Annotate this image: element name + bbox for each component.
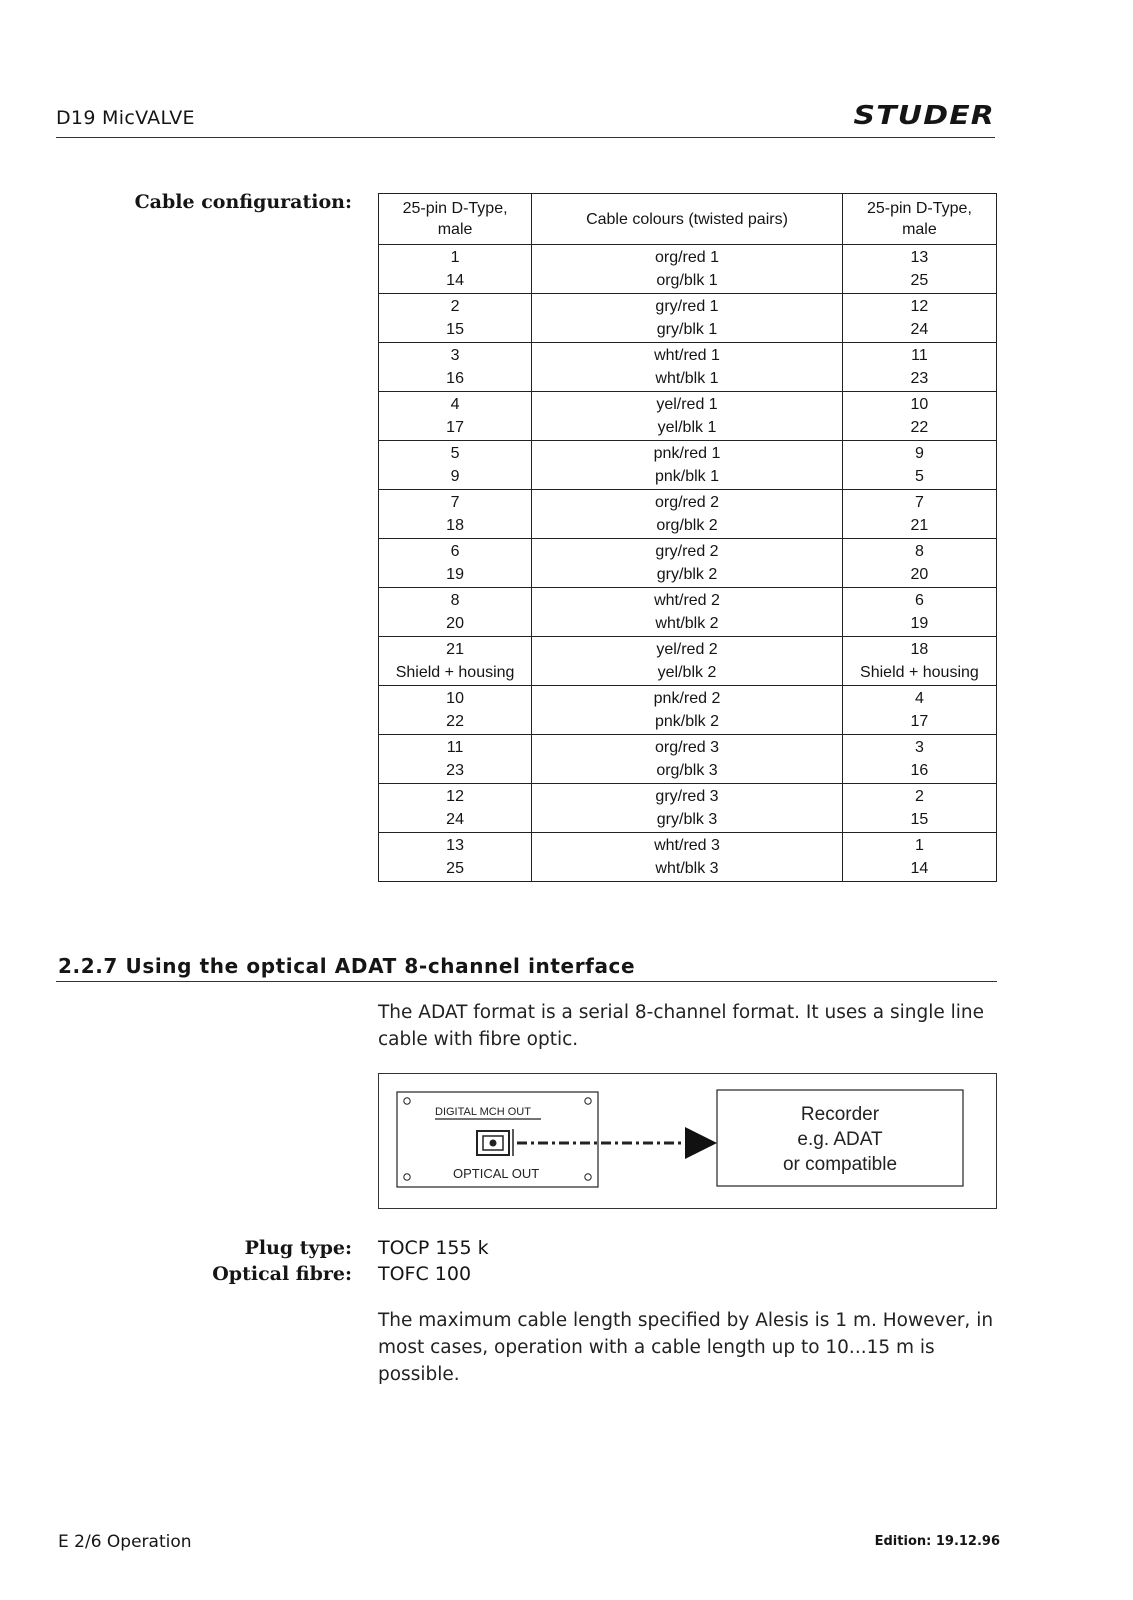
cell-line: 25: [446, 860, 464, 877]
cell-line: org/red 3: [654, 739, 720, 756]
column-header-cable-colours: [532, 194, 843, 245]
cable-length-note: The maximum cable length specified by Alesis is 1 m. However, in most cases, operation with a cable length up to 10...15 m is possible.: [378, 1310, 994, 1385]
intro-paragraph: The ADAT format is a serial 8-channel format. It uses a single line cable with fibre optic.: [378, 1002, 984, 1050]
table-row: [379, 686, 997, 735]
cell-line: org/red 2: [654, 494, 720, 511]
column-header-right-connector: [842, 194, 996, 245]
header-divider: [56, 137, 995, 138]
cell-line: 23: [910, 370, 929, 387]
cell-line: 12: [910, 298, 929, 315]
screw-icon: [585, 1174, 591, 1180]
right-pin-cell: [842, 735, 996, 784]
table-row: [379, 392, 997, 441]
optical-connection-diagram: [378, 1073, 997, 1209]
right-pin-cell: [842, 343, 996, 392]
panel-top-label: DIGITAL MCH OUT: [435, 1106, 531, 1118]
cable-colour-cell: [532, 392, 843, 441]
cell-line: 19: [910, 615, 929, 632]
cell-line: 21: [446, 641, 464, 658]
table-row: [379, 539, 997, 588]
cell-line: 11: [911, 347, 928, 364]
cell-line: 20: [446, 615, 464, 632]
cell-line: 21: [910, 517, 929, 534]
cell-line: gry/blk 3: [656, 811, 718, 828]
cell-line: 18: [446, 517, 464, 534]
left-pin-cell: [379, 441, 532, 490]
table-row: [379, 637, 997, 686]
cable-colour-cell: [532, 833, 843, 882]
header-line: male: [437, 221, 473, 238]
cell-line: 9: [450, 468, 460, 485]
header-line: 25-pin D-Type,: [402, 200, 508, 217]
cell-line: yel/red 1: [656, 396, 718, 413]
cell-line: 13: [910, 249, 929, 266]
cell-line: org/blk 3: [656, 762, 718, 779]
cell-line: 10: [910, 396, 929, 413]
cell-line: 10: [446, 690, 464, 707]
cell-line: 4: [914, 690, 924, 707]
screw-icon: [404, 1098, 410, 1104]
header-text: [843, 198, 996, 240]
left-pin-cell: [379, 588, 532, 637]
cell-line: wht/red 1: [654, 347, 720, 364]
cable-colour-cell: [532, 637, 843, 686]
cell-line: 3: [914, 739, 924, 756]
cell-line: 2: [914, 788, 924, 805]
cable-colour-cell: [532, 539, 843, 588]
cell-line: 5: [450, 445, 460, 462]
cable-configuration-label: Cable configuration:: [134, 191, 352, 213]
cell-line: 24: [910, 321, 929, 338]
table-row: [379, 784, 997, 833]
cell-line: 6: [914, 592, 924, 609]
cell-line: 6: [450, 543, 460, 560]
plug-type-label: Plug type:: [244, 1237, 352, 1259]
cell-line: 12: [446, 788, 464, 805]
cell-line: 23: [446, 762, 464, 779]
cell-line: pnk/blk 2: [654, 713, 720, 730]
cell-line: yel/blk 2: [657, 664, 717, 681]
panel-bottom-label: OPTICAL OUT: [453, 1166, 540, 1181]
left-pin-cell: [379, 539, 532, 588]
cell-line: 9: [914, 445, 924, 462]
left-pin-cell: [379, 294, 532, 343]
cell-line: 7: [914, 494, 924, 511]
left-pin-cell: [379, 784, 532, 833]
left-pin-cell: [379, 833, 532, 882]
left-pin-cell: [379, 735, 532, 784]
cell-line: 1: [914, 837, 924, 854]
cell-line: Shield + housing: [860, 664, 979, 681]
cell-line: 16: [446, 370, 464, 387]
header-line: male: [902, 221, 937, 238]
cell-line: 7: [450, 494, 460, 511]
table-row: [379, 441, 997, 490]
cell-line: wht/red 3: [654, 837, 720, 854]
section-divider: [56, 981, 997, 982]
cell-line: 13: [446, 837, 464, 854]
table-row: [379, 294, 997, 343]
plug-type-value: TOCP 155 k: [378, 1237, 489, 1259]
cable-colour-cell: [532, 343, 843, 392]
right-pin-cell: [842, 784, 996, 833]
cable-colour-cell: [532, 441, 843, 490]
cable-colour-cell: [532, 784, 843, 833]
cell-line: 16: [910, 762, 929, 779]
header-text: [532, 209, 842, 230]
cell-line: wht/red 2: [654, 592, 720, 609]
cell-line: 20: [910, 566, 929, 583]
left-pin-cell: [379, 686, 532, 735]
section-heading: 2.2.7 Using the optical ADAT 8-channel interface: [58, 954, 636, 978]
cell-line: pnk/blk 1: [654, 468, 720, 485]
right-pin-cell: [842, 392, 996, 441]
cable-colour-cell: [532, 735, 843, 784]
left-pin-cell: [379, 490, 532, 539]
screw-icon: [585, 1098, 591, 1104]
cell-line: gry/red 2: [655, 543, 719, 560]
right-pin-cell: [842, 245, 996, 294]
recorder-line-3: or compatible: [782, 1154, 898, 1175]
cell-line: yel/blk 1: [657, 419, 717, 436]
cell-line: gry/blk 2: [656, 566, 718, 583]
cell-line: pnk/red 1: [653, 445, 721, 462]
cell-line: 4: [450, 396, 460, 413]
cell-line: 22: [910, 419, 929, 436]
cell-line: org/blk 1: [656, 272, 718, 289]
cell-line: 24: [446, 811, 464, 828]
optical-port-lens: [490, 1140, 497, 1147]
left-pin-cell: [379, 392, 532, 441]
cell-line: 14: [446, 272, 464, 289]
cell-line: gry/red 3: [655, 788, 719, 805]
cell-line: pnk/red 2: [653, 690, 721, 707]
table-body: [379, 245, 997, 882]
arrow-head-icon: [685, 1127, 717, 1159]
table-row: [379, 490, 997, 539]
cell-line: 2: [450, 298, 460, 315]
brand-logo: STUDER: [853, 101, 995, 131]
cell-line: wht/blk 3: [655, 860, 719, 877]
table-row: [379, 735, 997, 784]
cell-line: org/blk 2: [656, 517, 718, 534]
cable-colour-cell: [532, 686, 843, 735]
cell-line: 11: [446, 739, 464, 756]
cable-colour-cell: [532, 294, 843, 343]
table-row: [379, 245, 997, 294]
left-pin-cell: [379, 245, 532, 294]
cell-line: 5: [914, 468, 924, 485]
cell-line: wht/blk 1: [655, 370, 719, 387]
right-pin-cell: [842, 588, 996, 637]
left-pin-cell: [379, 637, 532, 686]
cell-line: 19: [446, 566, 464, 583]
right-pin-cell: [842, 833, 996, 882]
header-line: 25-pin D-Type,: [866, 200, 972, 217]
cable-configuration-table: [378, 193, 997, 882]
header-text: [379, 198, 531, 240]
recorder-line-2: e.g. ADAT: [797, 1129, 883, 1150]
cell-line: 3: [450, 347, 460, 364]
cell-line: 14: [910, 860, 929, 877]
right-pin-cell: [842, 294, 996, 343]
cable-colour-cell: [532, 245, 843, 294]
cable-colour-cell: [532, 490, 843, 539]
cell-line: 1: [450, 249, 460, 266]
cell-line: Shield + housing: [395, 664, 515, 681]
header-line: Cable colours (twisted pairs): [586, 210, 788, 228]
cell-line: wht/blk 2: [655, 615, 719, 632]
cell-line: 25: [910, 272, 929, 289]
right-pin-cell: [842, 637, 996, 686]
screw-icon: [404, 1174, 410, 1180]
page-footer-section: E 2/6 Operation: [58, 1532, 192, 1552]
table-header-row: [379, 194, 997, 245]
cell-line: 8: [450, 592, 460, 609]
cell-line: 22: [446, 713, 464, 730]
cell-line: yel/red 2: [656, 641, 718, 658]
right-pin-cell: [842, 539, 996, 588]
cell-line: gry/blk 1: [656, 321, 718, 338]
document-header-title: D19 MicVALVE: [56, 107, 195, 129]
table-row: [379, 588, 997, 637]
cell-line: 18: [910, 641, 929, 658]
table-row: [379, 343, 997, 392]
optical-fibre-value: TOFC 100: [378, 1263, 472, 1285]
cell-line: org/red 1: [654, 249, 720, 266]
table-row: [379, 833, 997, 882]
right-pin-cell: [842, 686, 996, 735]
cell-line: 8: [914, 543, 924, 560]
left-pin-cell: [379, 343, 532, 392]
column-header-left-connector: [379, 194, 532, 245]
cell-line: gry/red 1: [655, 298, 719, 315]
diagram-svg: [379, 1074, 996, 1208]
right-pin-cell: [842, 490, 996, 539]
cell-line: 15: [446, 321, 464, 338]
cell-line: 17: [446, 419, 464, 436]
optical-fibre-label: Optical fibre:: [212, 1263, 352, 1285]
cable-colour-cell: [532, 588, 843, 637]
cell-line: 15: [910, 811, 929, 828]
recorder-line-1: Recorder: [800, 1104, 880, 1125]
cell-line: 17: [910, 713, 929, 730]
right-pin-cell: [842, 441, 996, 490]
page-footer-edition: Edition: 19.12.96: [874, 1534, 1000, 1549]
